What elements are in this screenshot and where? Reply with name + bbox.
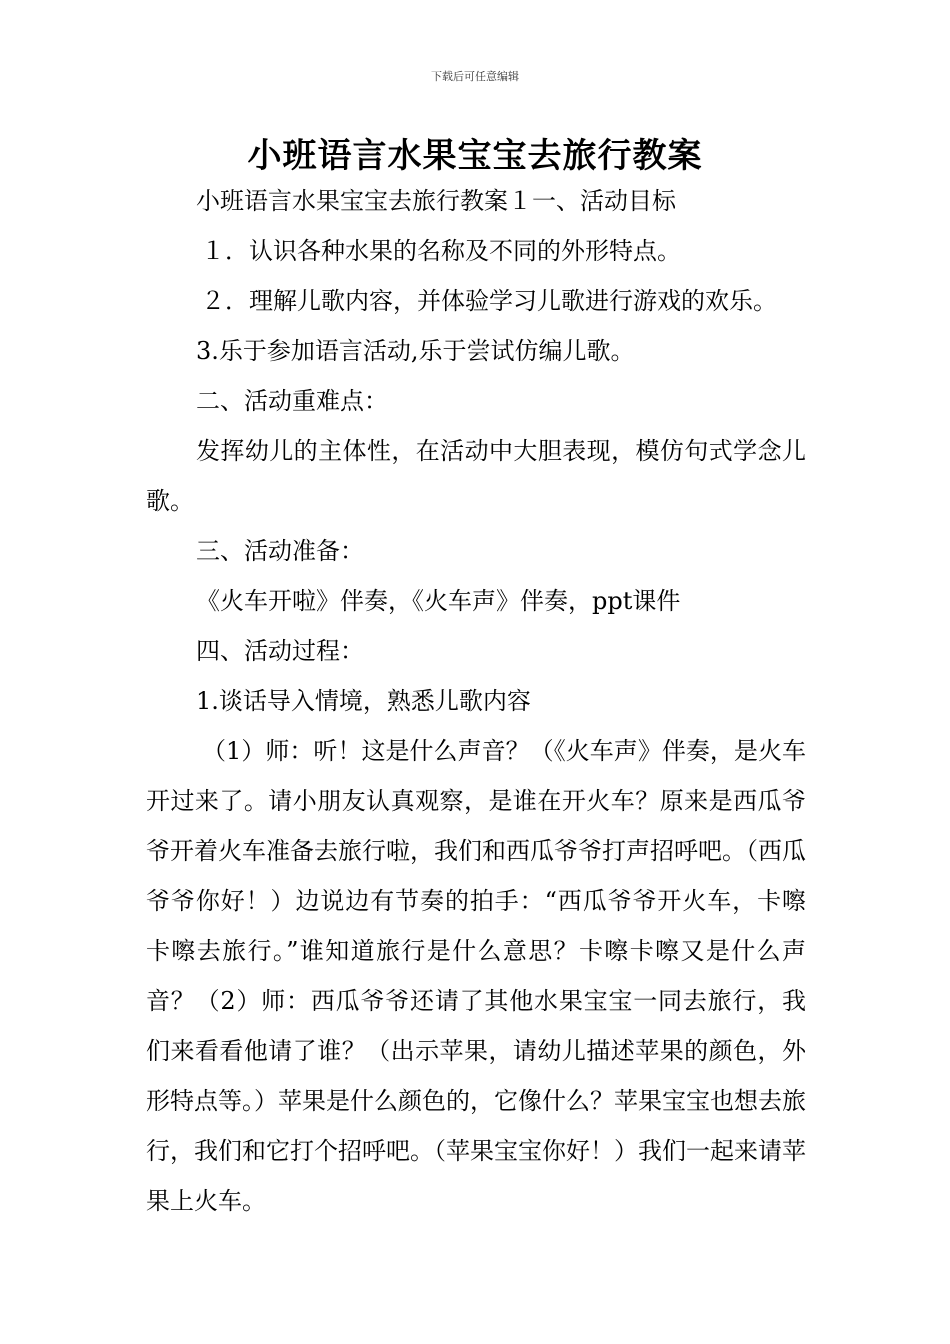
section-heading-process: 四、活动过程： <box>196 637 364 665</box>
document-title: 小班语言水果宝宝去旅行教案 <box>247 136 703 176</box>
section-heading-preparation: 三、活动准备： <box>196 537 364 565</box>
paragraph-goal-3: 3.乐于参加语言活动,乐于尝试仿编儿歌。 <box>196 337 635 365</box>
paragraph-preparation: 《火车开啦》伴奏，《火车声》伴奏，ppt课件 <box>196 587 681 615</box>
header-note: 下载后可任意编辑 <box>431 70 519 83</box>
paragraph-key-points: 发挥幼儿的主体性，在活动中大胆表现，模仿句式学念儿歌。 <box>146 437 806 515</box>
paragraph-intro: 小班语言水果宝宝去旅行教案１一、活动目标 <box>196 187 676 215</box>
paragraph-process-detail: （1）师：听！这是什么声音？（《火车声》伴奏，是火车开过来了。请小朋友认真观察，是谁在开火车？原来是西瓜爷爷开着火车准备去旅行啦，我们和西瓜爷爷打声招呼吧。（西瓜爷爷你好！）边说边有节奏的拍手：“西瓜爷爷开火车，卡嚓卡嚓去旅行。”谁知道旅行是什么意思？卡嚓卡嚓又是什么声音？（2）师：西瓜爷爷还请了其他水果宝宝一同去旅行，我们来看看他请了谁？（出示苹果，请幼儿描述苹果的颜色，外形特点等。）苹果是什么颜色的，它像什么？苹果宝宝也想去旅行，我们和它打个招呼吧。（苹果宝宝你好！）我们一起来请苹果上火车。 <box>146 737 806 1215</box>
paragraph-process-step-1: 1.谈话导入情境，熟悉儿歌内容 <box>196 687 531 715</box>
paragraph-goal-2: ２．理解儿歌内容，并体验学习儿歌进行游戏的欢乐。 <box>201 287 777 315</box>
section-heading-key-points: 二、活动重难点： <box>196 387 388 415</box>
paragraph-goal-1: １．认识各种水果的名称及不同的外形特点。 <box>201 237 681 265</box>
document-body <box>146 176 806 1226</box>
